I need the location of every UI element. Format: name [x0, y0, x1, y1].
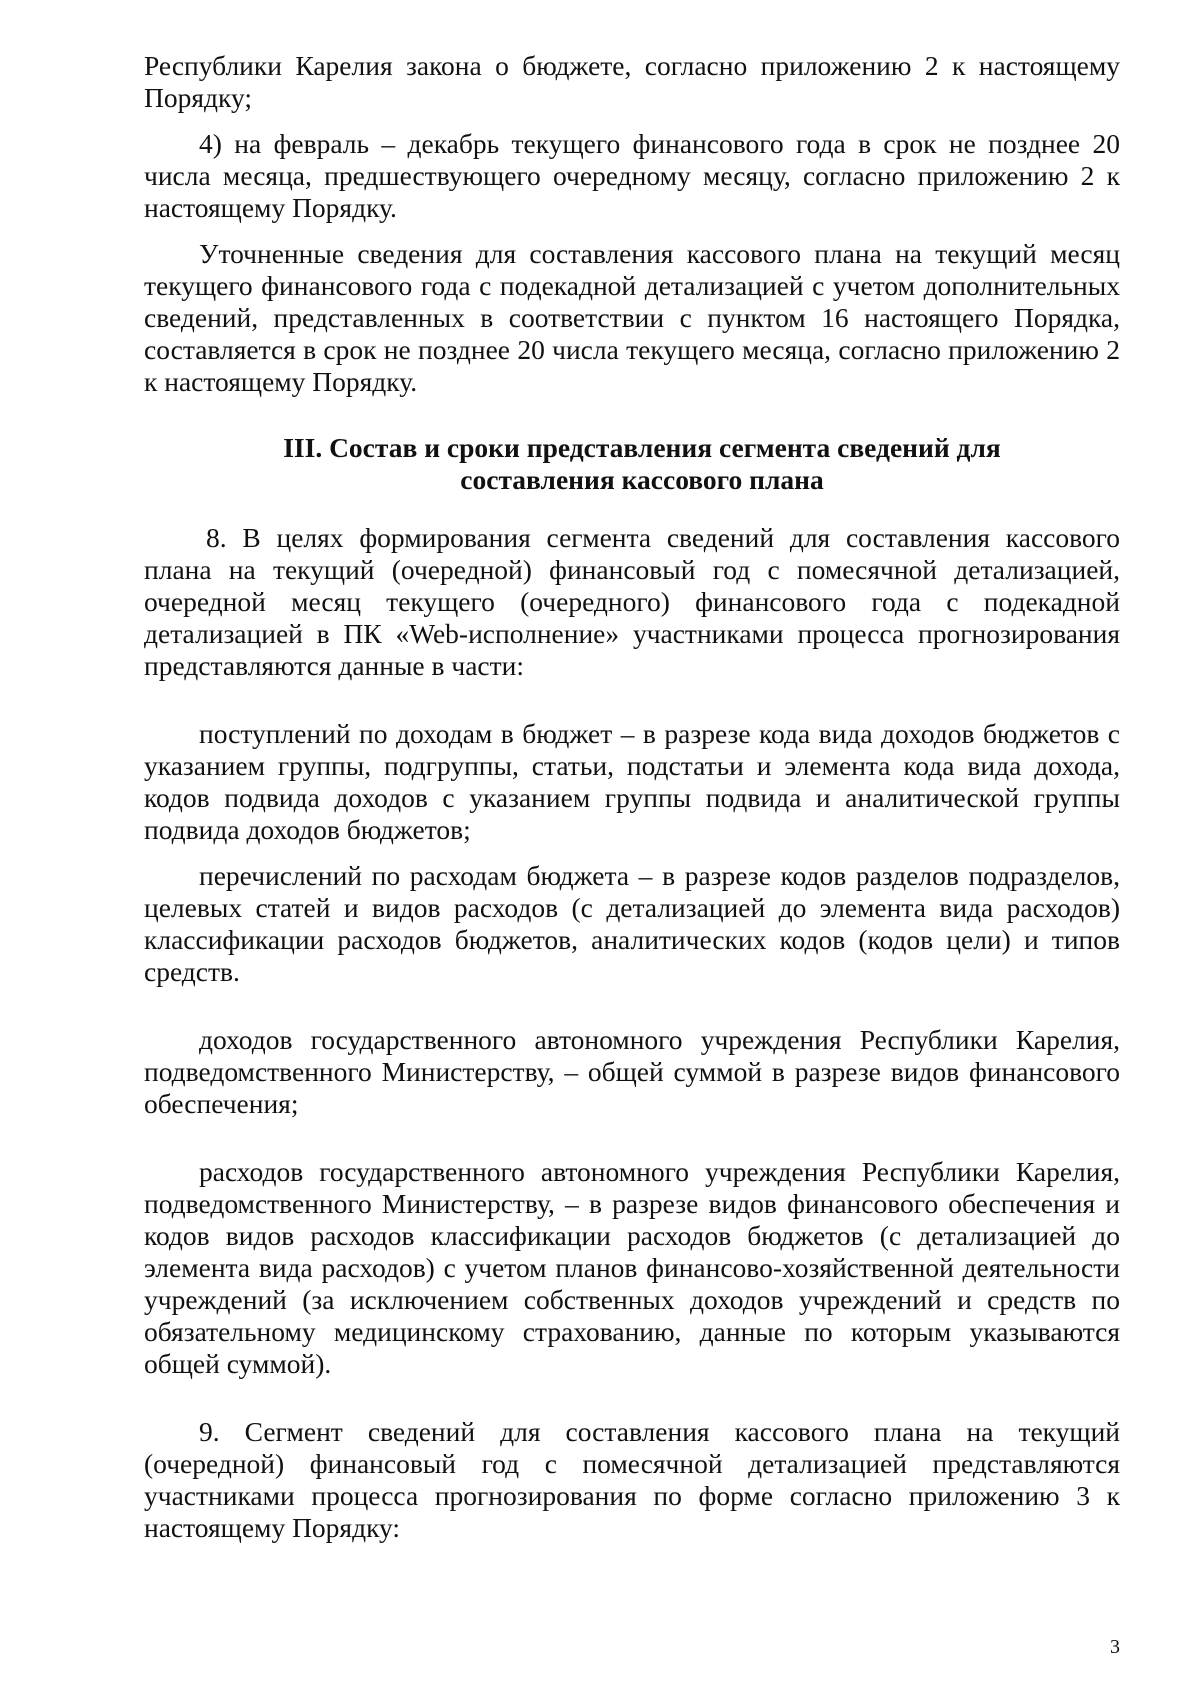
page-number: 3	[1110, 1636, 1120, 1658]
paragraph-item-8: 8. В целях формирования сегмента сведений для составления кассового плана на текущий (очередной) финансовый год с помесячной детализацией, очередной месяц текущего (очередного) финансового года с подекадной детализацией в ПК «Web-исполнение» участниками процесса прогнозирования представляются данные в части:	[144, 522, 1120, 681]
section-heading-line-1: III. Состав и сроки представления сегмента сведений для	[283, 432, 1001, 463]
paragraph-expense-transfers: перечислений по расходам бюджета – в разрезе кодов разделов подразделов, целевых статей и видов расходов (с детализацией до элемента вида расходов) классификации расходов бюджетов, аналитических кодов (кодов цели) и типов средств.	[144, 860, 1120, 987]
paragraph-item-4: 4) на февраль – декабрь текущего финансового года в срок не позднее 20 числа месяца, предшествующего очередному месяцу, согласно приложению 2 к настоящему Порядку.	[144, 128, 1120, 223]
paragraph-institution-expenses: расходов государственного автономного учреждения Республики Карелия, подведомственного Министерству, – в разрезе видов финансового обеспечения и кодов видов расходов классификации расходов бюджетов (с детализацией до элемента вида расходов) с учетом планов финансово-хозяйственной деятельности учреждений (за исключением собственных доходов учреждений и средств по обязательному медицинскому страхованию, данные по которым указываются общей суммой).	[144, 1156, 1120, 1379]
paragraph-refined-info: Уточненные сведения для составления кассового плана на текущий месяц текущего финансового года с подекадной детализацией с учетом дополнительных сведений, представленных в соответствии с пунктом 16 настоящего Порядка, составляется в срок не позднее 20 числа текущего месяца, согласно приложению 2 к настоящему Порядку.	[144, 238, 1120, 397]
paragraph-institution-income: доходов государственного автономного учреждения Республики Карелия, подведомственного Министерству, – общей суммой в разрезе видов финансового обеспечения;	[144, 1024, 1120, 1119]
section-heading	[144, 432, 1120, 496]
paragraph-item-9: 9. Сегмент сведений для составления кассового плана на текущий (очередной) финансовый год с помесячной детализацией представляются участниками процесса прогнозирования по форме согласно приложению 3 к настоящему Порядку:	[144, 1416, 1120, 1543]
section-heading-line-2: составления кассового плана	[460, 464, 824, 495]
paragraph-continuation: Республики Карелия закона о бюджете, согласно приложению 2 к настоящему Порядку;	[144, 50, 1120, 113]
paragraph-income-receipts: поступлений по доходам в бюджет – в разрезе кода вида доходов бюджетов с указанием группы, подгруппы, статьи, подстатьи и элемента кода вида дохода, кодов подвида доходов с указанием группы подвида и аналитической группы подвида доходов бюджетов;	[144, 718, 1120, 845]
